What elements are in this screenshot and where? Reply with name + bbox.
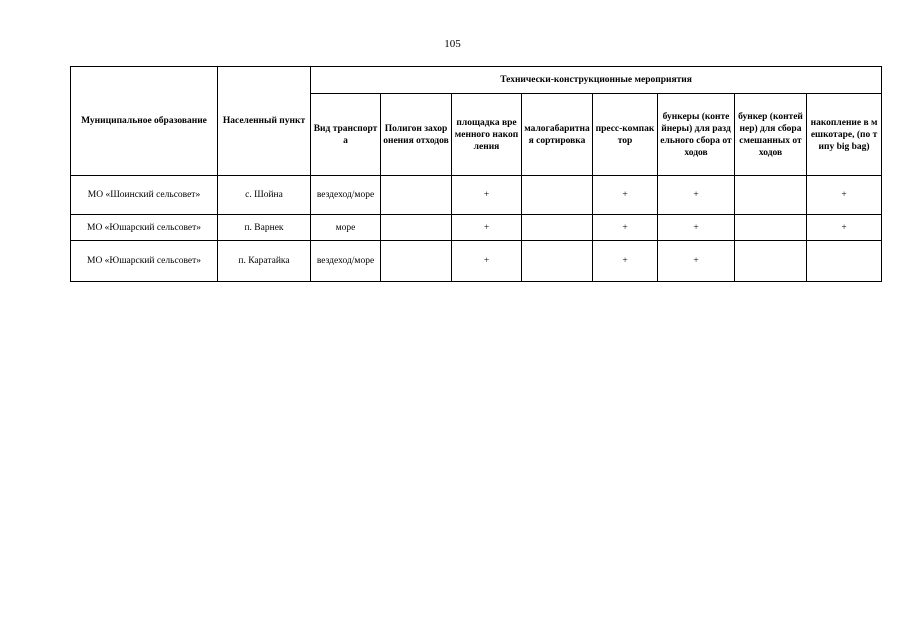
cell-settlement: п. Каратайка bbox=[218, 241, 311, 282]
cell-separate-bins: + bbox=[658, 241, 735, 282]
cell-small-sorting bbox=[522, 215, 593, 241]
header-mixed-bin: бункер (контейнер) для сбора смешанных отходов bbox=[735, 94, 807, 176]
header-separate-bins: бункеры (контейнеры) для раздельного сбора отходов bbox=[658, 94, 735, 176]
header-group-title: Технически-конструкционные мероприятия bbox=[311, 67, 882, 94]
cell-municipality: МО «Юшарский сельсовет» bbox=[71, 241, 218, 282]
cell-press: + bbox=[593, 176, 658, 215]
header-small-sorting: малогабаритная сортировка bbox=[522, 94, 593, 176]
cell-municipality: МО «Шоинский сельсовет» bbox=[71, 176, 218, 215]
cell-separate-bins: + bbox=[658, 176, 735, 215]
cell-transport: море bbox=[311, 215, 381, 241]
cell-settlement: п. Варнек bbox=[218, 215, 311, 241]
cell-transport: вездеход/море bbox=[311, 241, 381, 282]
header-temp-site: площадка временного накопления bbox=[452, 94, 522, 176]
cell-temp-site: + bbox=[452, 215, 522, 241]
cell-temp-site: + bbox=[452, 176, 522, 215]
cell-municipality: МО «Юшарский сельсовет» bbox=[71, 215, 218, 241]
waste-measures-table bbox=[70, 66, 882, 282]
header-transport: Вид транспорта bbox=[311, 94, 381, 176]
cell-landfill bbox=[381, 176, 452, 215]
table-row bbox=[71, 176, 882, 215]
header-settlement: Населенный пункт bbox=[218, 67, 311, 176]
cell-settlement: с. Шойна bbox=[218, 176, 311, 215]
table-row bbox=[71, 241, 882, 282]
header-landfill: Полигон захоронения отходов bbox=[381, 94, 452, 176]
cell-landfill bbox=[381, 241, 452, 282]
cell-transport: вездеход/море bbox=[311, 176, 381, 215]
cell-press: + bbox=[593, 241, 658, 282]
cell-press: + bbox=[593, 215, 658, 241]
cell-small-sorting bbox=[522, 241, 593, 282]
cell-mixed-bin bbox=[735, 176, 807, 215]
header-municipality: Муниципальное образование bbox=[71, 67, 218, 176]
table-row bbox=[71, 215, 882, 241]
header-row-group bbox=[71, 67, 882, 94]
cell-temp-site: + bbox=[452, 241, 522, 282]
cell-bigbag: + bbox=[807, 176, 882, 215]
cell-bigbag bbox=[807, 241, 882, 282]
cell-landfill bbox=[381, 215, 452, 241]
cell-mixed-bin bbox=[735, 241, 807, 282]
cell-separate-bins: + bbox=[658, 215, 735, 241]
cell-mixed-bin bbox=[735, 215, 807, 241]
header-press: пресс-компактор bbox=[593, 94, 658, 176]
cell-small-sorting bbox=[522, 176, 593, 215]
page-number: 105 bbox=[444, 38, 461, 50]
cell-bigbag: + bbox=[807, 215, 882, 241]
header-bigbag: накопление в мешкотаре, (по типу big bag) bbox=[807, 94, 882, 176]
